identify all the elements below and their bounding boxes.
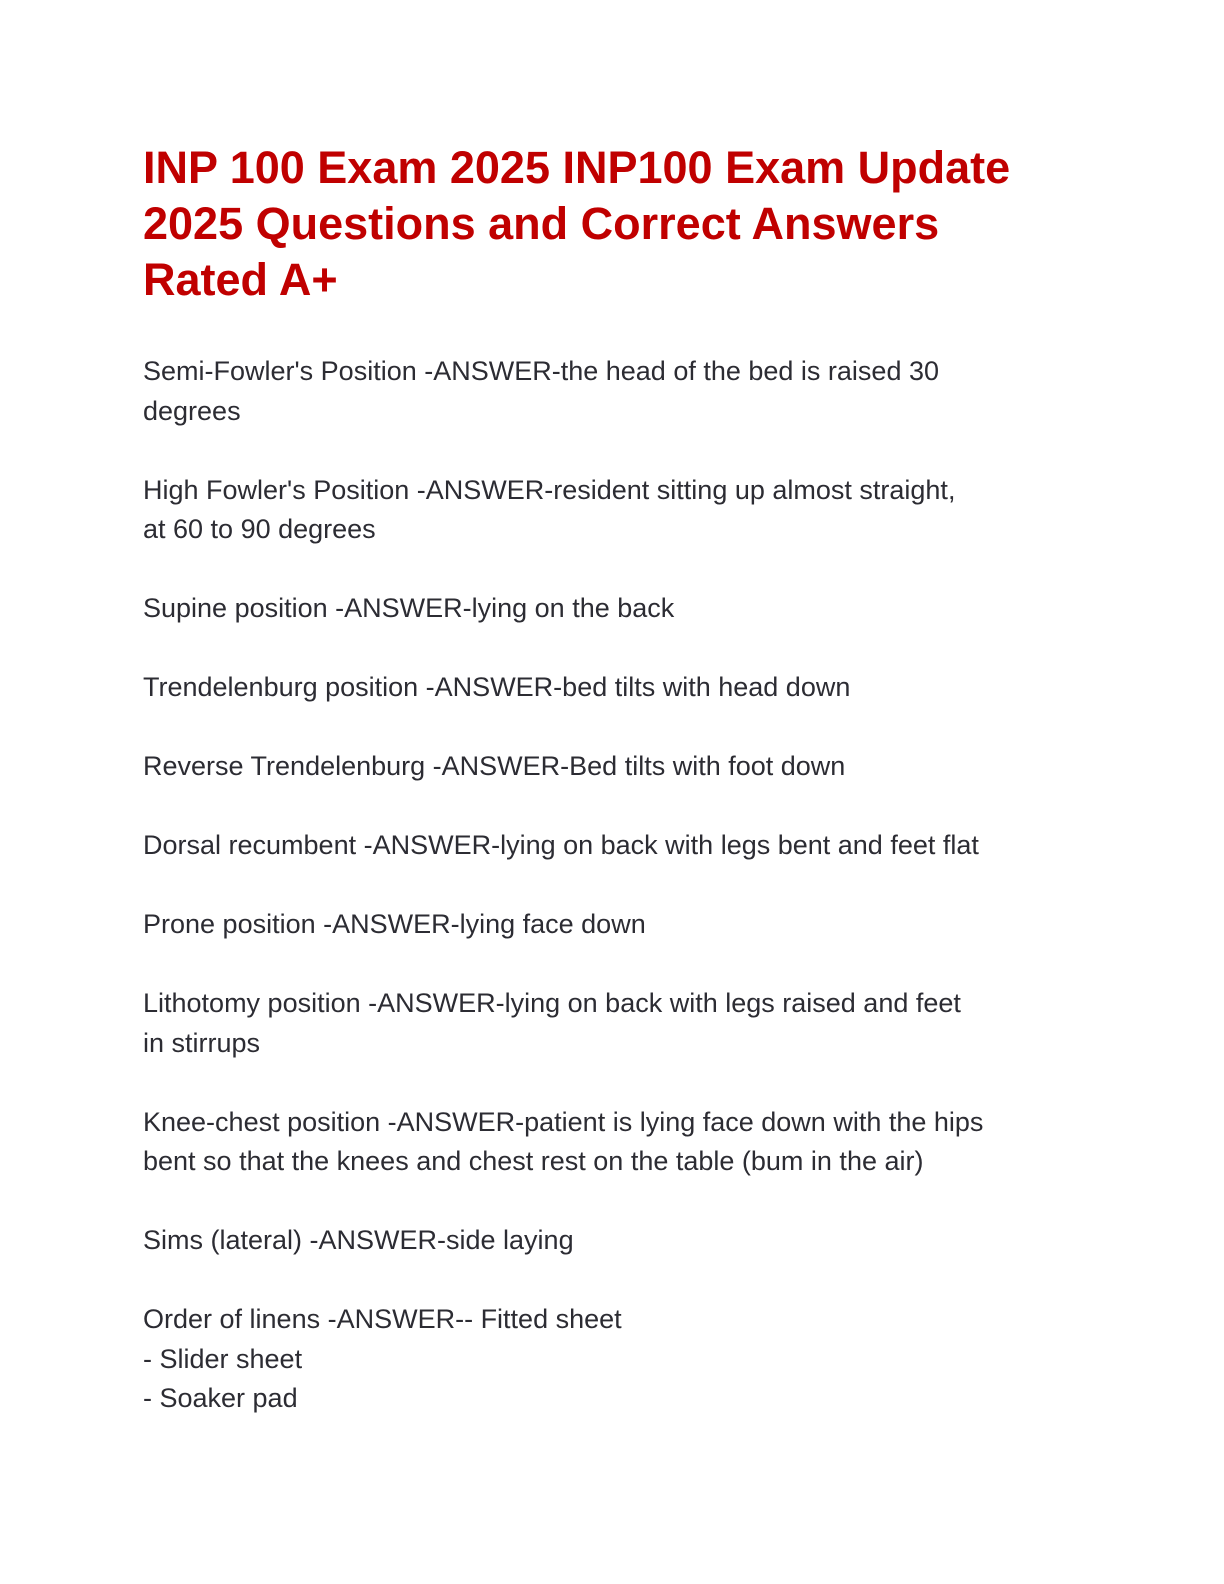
qa-line: degrees [143, 395, 241, 426]
qa-line: Reverse Trendelenburg -ANSWER-Bed tilts with foot down [143, 751, 846, 781]
qa-line: Prone position -ANSWER-lying face down [143, 909, 646, 939]
qa-item-reverse-trendelenburg [143, 747, 1083, 787]
qa-line: Dorsal recumbent -ANSWER-lying on back with legs bent and feet flat [143, 830, 979, 860]
qa-item-high-fowlers [143, 471, 1083, 550]
qa-line: Supine position -ANSWER-lying on the back [143, 593, 675, 623]
qa-line: - Soaker pad [143, 1383, 298, 1413]
question-answer-list [143, 352, 1083, 1419]
qa-line: Knee-chest position -ANSWER-patient is lying face down with the hips [143, 1106, 984, 1137]
qa-line: Order of linens -ANSWER-- Fitted sheet [143, 1304, 622, 1334]
title-line: 2025 Questions and Correct Answers [143, 198, 940, 249]
qa-item-knee-chest [143, 1103, 1083, 1182]
title-line: INP 100 Exam 2025 INP100 Exam Update [143, 142, 1011, 193]
qa-line: Lithotomy position -ANSWER-lying on back with legs raised and feet [143, 988, 961, 1018]
qa-item-semi-fowlers [143, 352, 1083, 431]
qa-line: Sims (lateral) -ANSWER-side laying [143, 1225, 574, 1255]
qa-item-dorsal-recumbent [143, 826, 1083, 866]
qa-line: Trendelenburg position -ANSWER-bed tilts with head down [143, 672, 851, 702]
qa-line: High Fowler's Position -ANSWER-resident sitting up almost straight, [143, 474, 956, 505]
qa-item-sims [143, 1221, 1083, 1261]
document-content [143, 140, 1083, 1458]
qa-line: Semi-Fowler's Position -ANSWER-the head of the bed is raised 30 [143, 356, 939, 386]
qa-line: - Slider sheet [143, 1343, 303, 1374]
qa-item-prone [143, 905, 1083, 945]
qa-item-supine [143, 589, 1083, 629]
qa-item-order-of-linens [143, 1300, 1083, 1419]
qa-item-lithotomy [143, 984, 1083, 1063]
qa-line: bent so that the knees and chest rest on the table (bum in the air) [143, 1146, 924, 1176]
title-line: Rated A+ [143, 254, 338, 305]
document-title [143, 140, 1083, 308]
qa-line: in stirrups [143, 1027, 261, 1058]
qa-line: at 60 to 90 degrees [143, 514, 376, 544]
qa-item-trendelenburg [143, 668, 1083, 708]
